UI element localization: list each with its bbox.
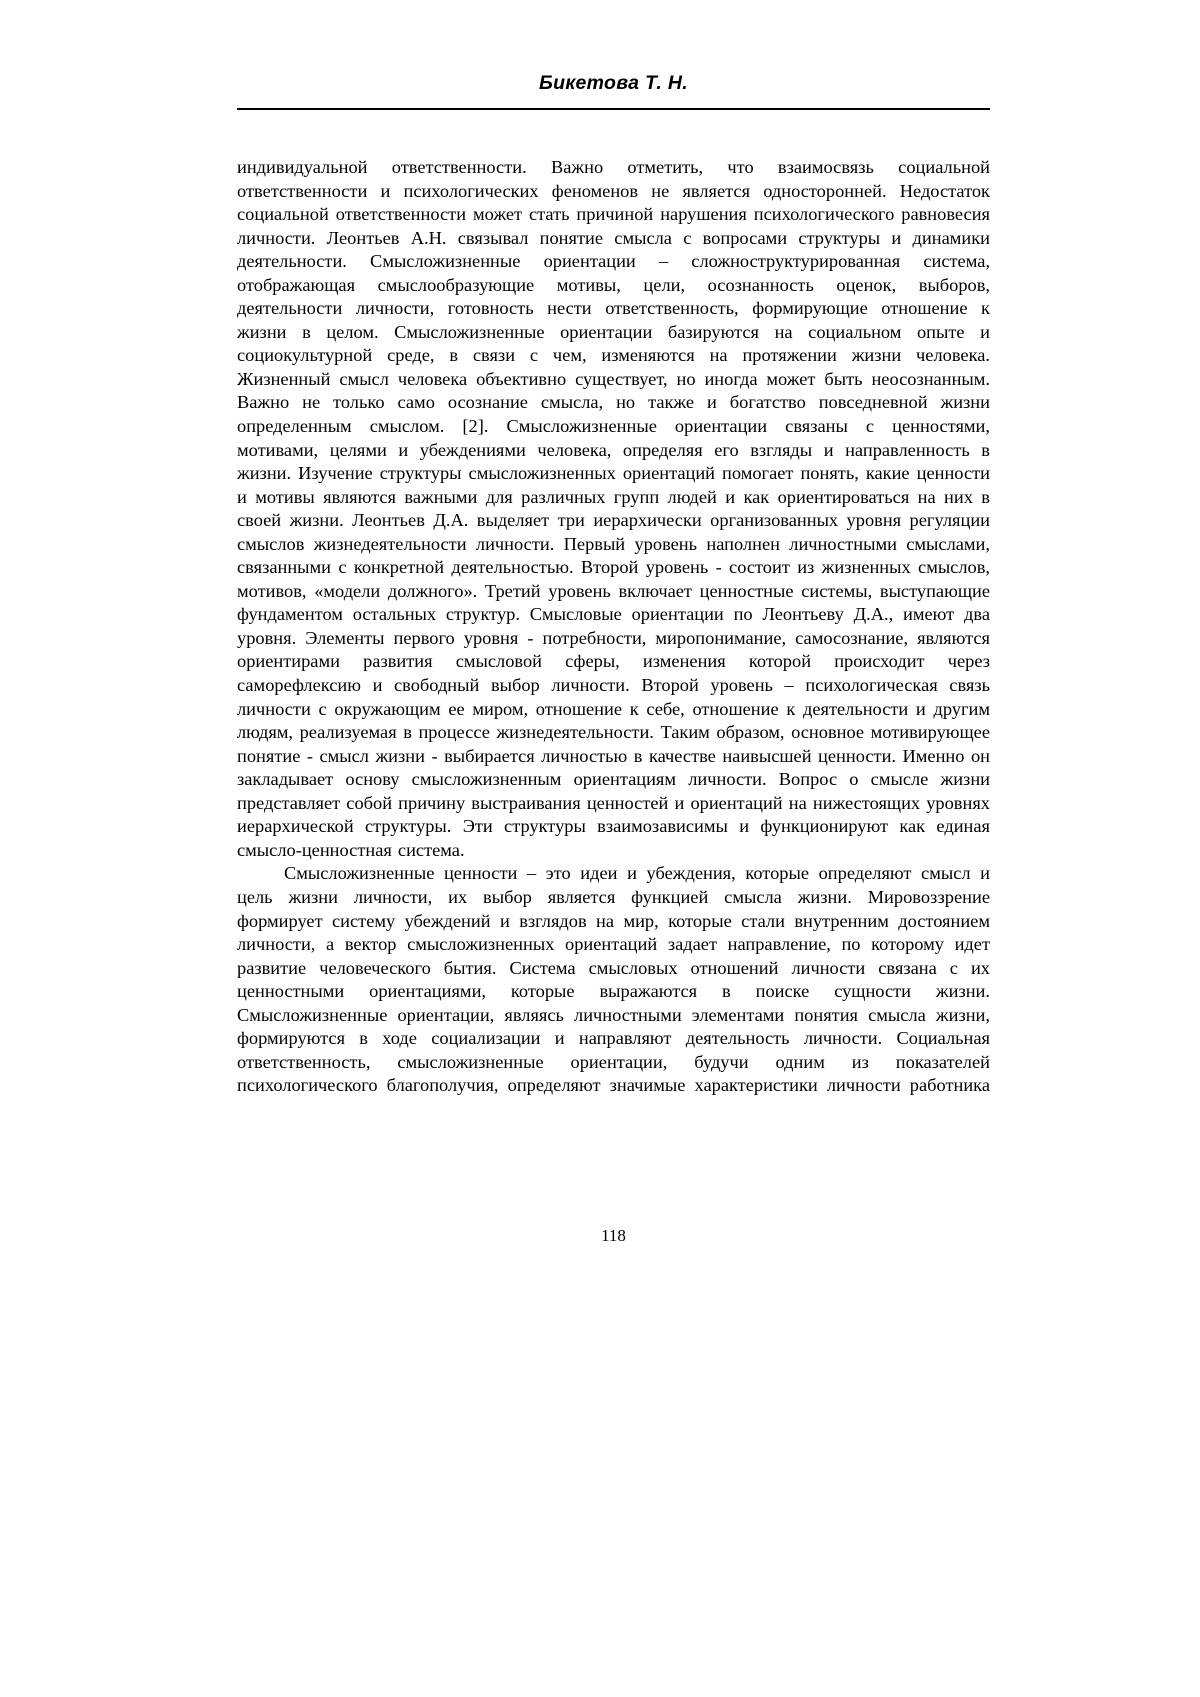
paragraph: Смысложизненные ценности – это идеи и убеждения, которые определяют смысл и цель жизни личности, их выбор является функцией смысла жизни. Мировоззрение формирует систему убеждений и взглядов на мир, которые стали внутренним достоянием личности, а вектор смысложизненных ориентаций задает направление, по которому идет развитие человеческого бытия. Система смысловых отношений личности связана с их ценностными ориентациями, которые выражаются в поиске сущности жизни. Смысложизненные ориентации, являясь личностными элементами понятия смысла жизни, формируются в ходе социализации и направляют деятельность личности. Социальная ответственность, смысложизненные ориентации, будучи одним из показателей психологического благополучия, определяют значимые характеристики личности работника [237, 863, 990, 1096]
page-number: 118 [601, 1226, 626, 1245]
article-body [237, 156, 990, 1098]
paragraph-continuation: индивидуальной ответственности. Важно отметить, что взаимосвязь социальной ответственности и психологических феноменов не является односторонней. Недостаток социальной ответственности может стать причиной нарушения психологического равновесия личности. Леонтьев А.Н. связывал понятие смысла с вопросами структуры и динамики деятельности. Смысложизненные ориентации – сложноструктурированная система, отображающая смыслообразующие мотивы, цели, осознанность оценок, выборов, деятельности личности, готовность нести ответственность, формирующие отношение к жизни в целом. Смысложизненные ориентации базируются на социальном опыте и социокультурной среде, в связи с чем, изменяются на протяжении жизни человека. Жизненный смысл человека объективно существует, но иногда может быть неосознанным. Важно не только само осознание смысла, но также и богатство повседневной жизни определенным смыслом. [2]. Смысложизненные ориентации связаны с ценностями, мотивами, целями и убеждениями человека, определяя его взгляды и направленность в жизни. Изучение структуры смысложизненных ориентаций помогает понять, какие ценности и мотивы являются важными для различных групп людей и как ориентироваться на них в своей жизни. Леонтьев Д.А. выделяет три иерархически организованных уровня регуляции смыслов жизнедеятельности личности. Первый уровень наполнен личностными смыслами, связанными с конкретной деятельностью. Второй уровень - состоит из жизненных смыслов, мотивов, «модели должного». Третий уровень включает ценностные системы, выступающие фундаментом остальных структур. Смысловые ориентации по Леонтьеву Д.А., имеют два уровня. Элементы первого уровня - потребности, миропонимание, самосознание, являются ориентирами развития смысловой сферы, изменения которой происходит через саморефлексию и свободный выбор личности. Второй уровень – психологическая связь личности с окружающим ее миром, отношение к себе, отношение к деятельности и другим людям, реализуемая в процессе жизнедеятельности. Таким образом, основное мотивирующее понятие - смысл жизни - выбирается личностью в качестве наивысшей ценности. Именно он закладывает основу смысложизненным ориентациям личности. Вопрос о смысле жизни представляет собой причину выстраивания ценностей и ориентаций на нижестоящих уровнях иерархической структуры. Эти структуры взаимозависимы и функционируют как единая смысло-ценностная система. [237, 157, 990, 860]
header-rule [237, 108, 990, 110]
running-header-author: Бикетова Т. Н. [539, 72, 688, 94]
